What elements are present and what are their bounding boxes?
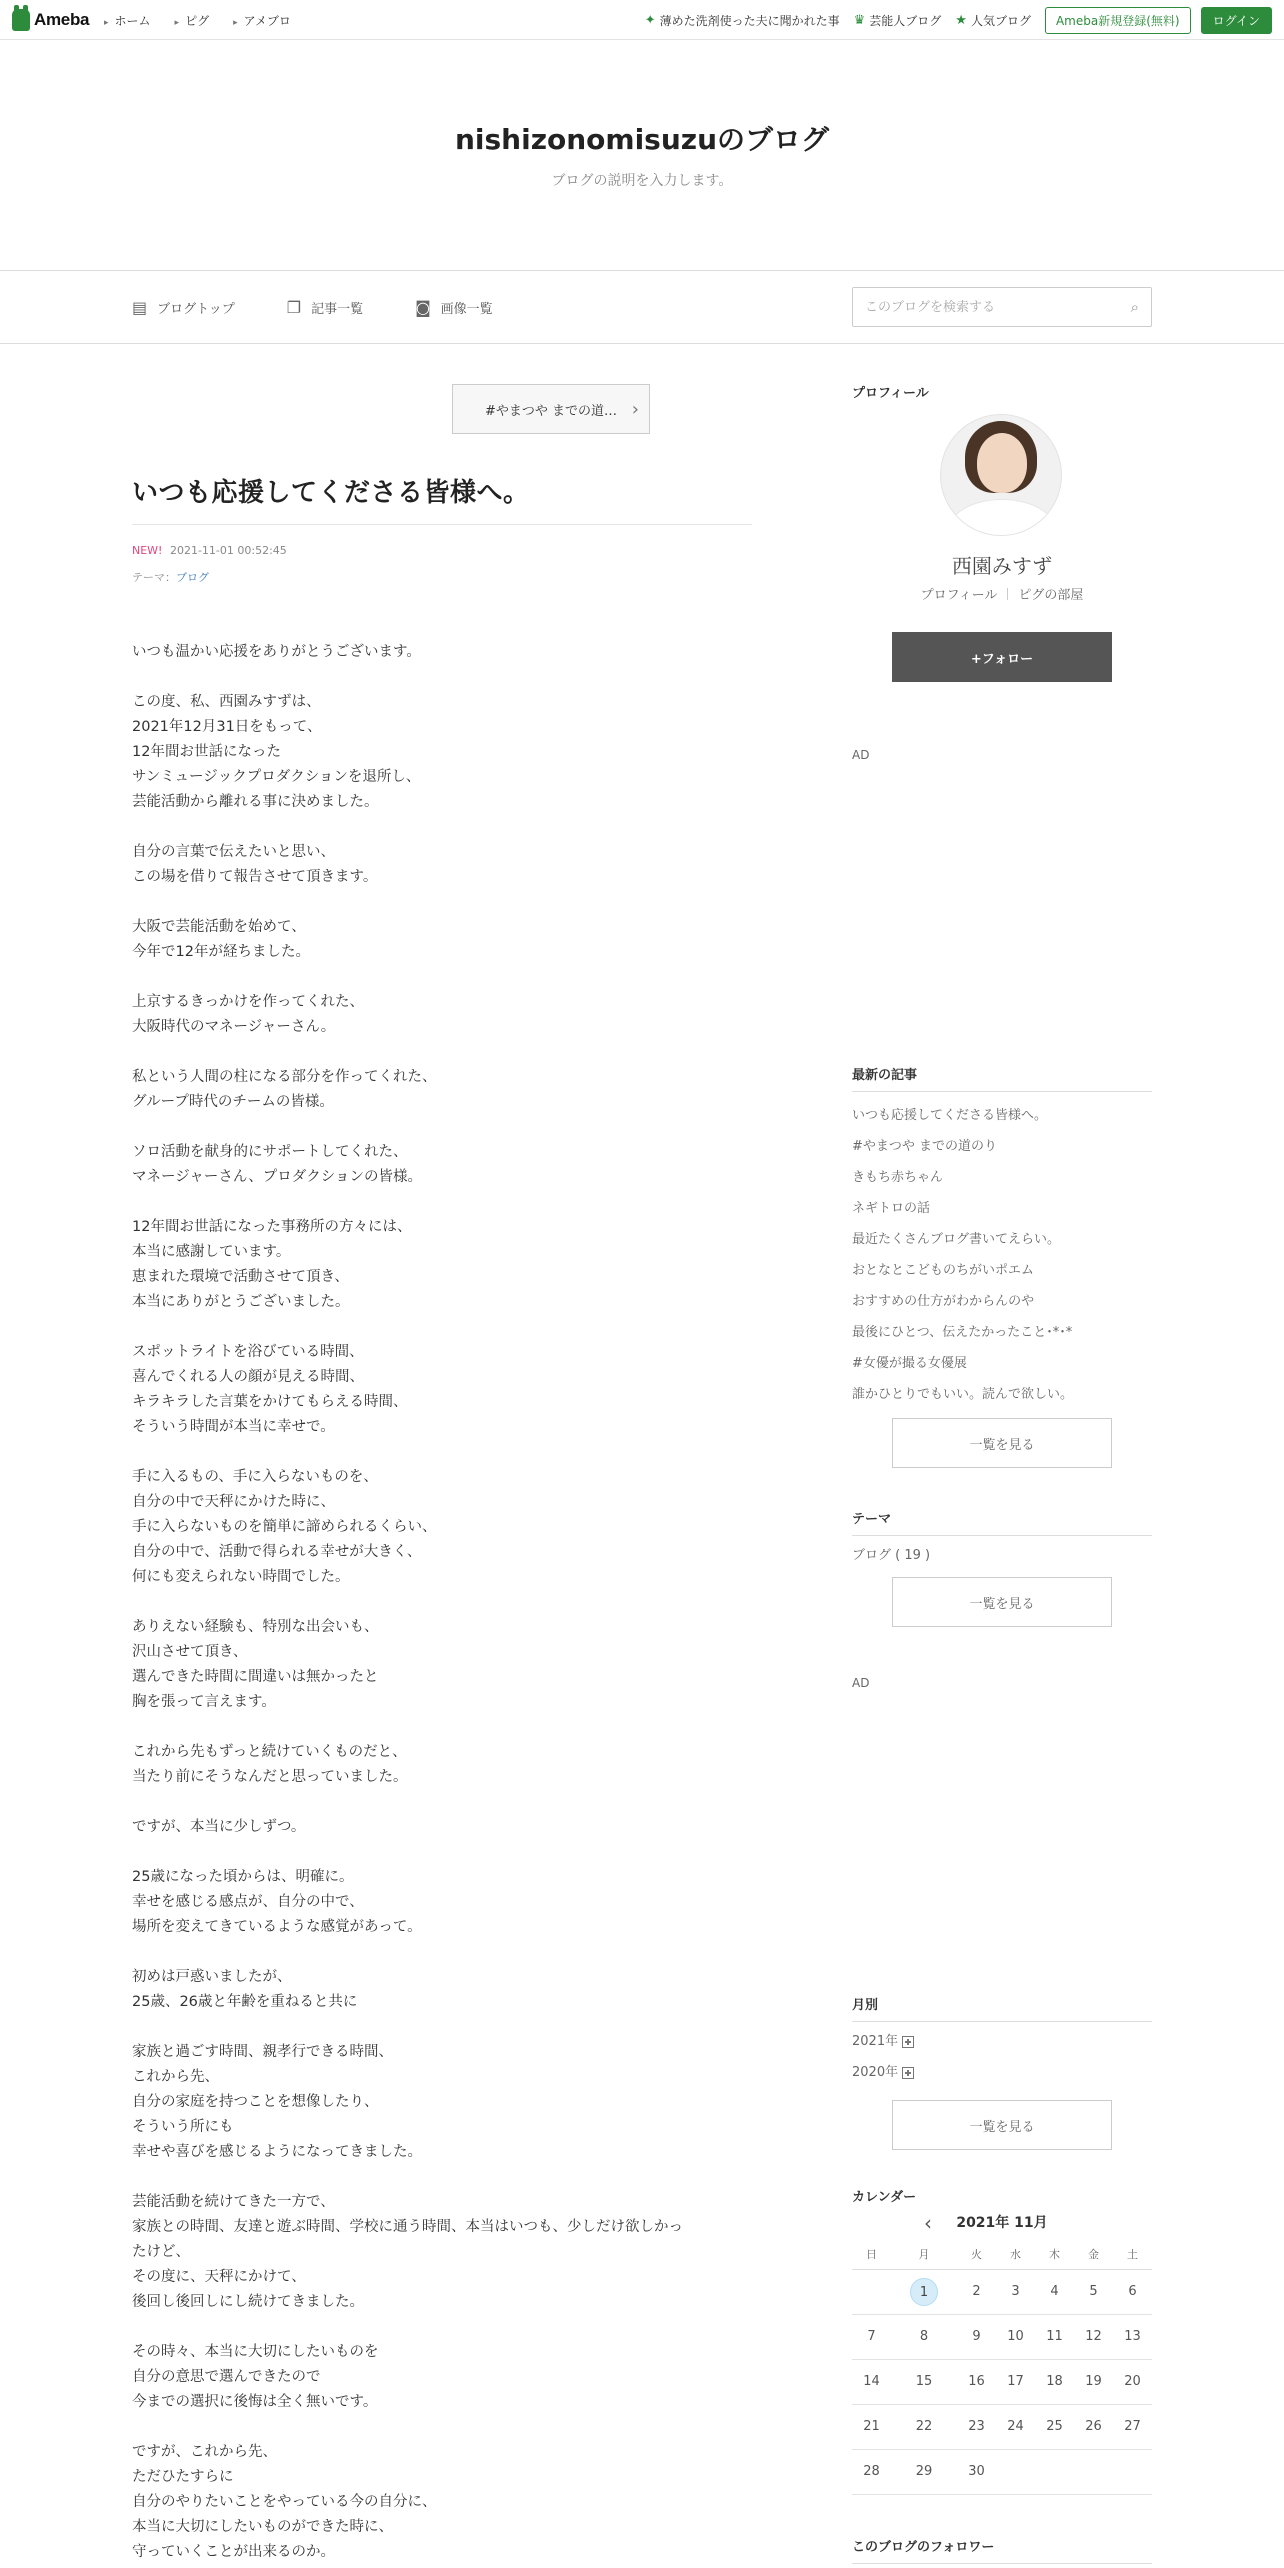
calendar-day[interactable]: 5 <box>1074 2269 1113 2314</box>
calendar-weekday: 日 <box>852 2239 891 2269</box>
article-line: これから先もずっと続けていくものだと、 <box>132 1744 407 1760</box>
recent-article-item[interactable]: きもち赤ちゃん <box>852 1170 944 1185</box>
article-paragraph <box>132 990 752 1040</box>
calendar-day[interactable]: 28 <box>852 2449 891 2494</box>
article-paragraph <box>132 1615 752 1715</box>
calendar-week <box>852 2359 1152 2404</box>
expand-icon[interactable] <box>902 2036 914 2048</box>
blog-header <box>0 40 1284 270</box>
calendar-day[interactable]: 15 <box>891 2359 957 2404</box>
followers-section <box>852 2536 1152 2564</box>
article-line: 今までの選択に後悔は全く無いです。 <box>132 2394 378 2410</box>
nav-image-list-label: 画像一覧 <box>440 301 493 317</box>
article-line: その時々、本当に大切にしたいものを <box>132 2344 379 2360</box>
article-body <box>132 640 752 2568</box>
monthly-item-2021[interactable] <box>852 2026 1152 2057</box>
article-line: 芸能活動から離れる事に決めました。 <box>132 794 379 810</box>
article-paragraph <box>132 1140 752 1190</box>
blog-search <box>852 287 1152 327</box>
calendar-day[interactable]: 25 <box>1035 2404 1074 2449</box>
theme-item[interactable]: ブログ ( 19 ) <box>852 1548 931 1563</box>
calendar-day[interactable]: 16 <box>957 2359 996 2404</box>
ad-label: AD <box>852 748 870 762</box>
article-line: 本当に大切にしたいものができた時に、 <box>132 2519 393 2535</box>
article-line: 沢山させて頂き、 <box>132 1644 248 1660</box>
calendar-day[interactable] <box>891 2269 957 2314</box>
article-paragraph <box>132 915 752 965</box>
calendar-weekday: 水 <box>996 2239 1035 2269</box>
article-meta <box>132 544 287 557</box>
article-line: 12年間お世話になった事務所の方々には、 <box>132 1219 412 1235</box>
article-line: そういう所にも <box>132 2119 234 2135</box>
calendar-day <box>1035 2449 1074 2494</box>
article-paragraph <box>132 640 752 665</box>
ameba-logo-icon <box>12 9 30 31</box>
calendar-day[interactable]: 21 <box>852 2404 891 2449</box>
article-line: 胸を張って言えます。 <box>132 1694 276 1710</box>
article-line: いつも温かい応援をありがとうございます。 <box>132 644 421 660</box>
recent-more-button[interactable]: 一覧を見る <box>892 1418 1112 1468</box>
article-line: たけど、 <box>132 2244 190 2260</box>
calendar-day <box>1074 2449 1113 2494</box>
calendar-day[interactable]: 22 <box>891 2404 957 2449</box>
article-line: 大阪で芸能活動を始めて、 <box>132 919 306 935</box>
calendar-day[interactable]: 24 <box>996 2404 1035 2449</box>
recent-article-item[interactable]: おとなとこどものちがいポエム <box>852 1263 1035 1278</box>
new-badge: NEW! <box>132 544 163 557</box>
calendar-table <box>852 2239 1152 2495</box>
article-line: 本当に感謝しています。 <box>132 1244 291 1260</box>
profile-heading: プロフィール <box>852 386 929 401</box>
profile-section <box>852 382 1152 667</box>
calendar-weekday: 木 <box>1035 2239 1074 2269</box>
article-line: 12年間お世話になった <box>132 744 281 760</box>
article-line: 何にも変えられない時間でした。 <box>132 1569 350 1585</box>
register-button[interactable]: Ameba新規登録(無料) <box>1045 7 1191 34</box>
nav-article-list-label: 記事一覧 <box>311 301 364 317</box>
pig-room-link[interactable]: ピグの部屋 <box>1018 588 1084 603</box>
article-line: 25歳、26歳と年齢を重ねると共に <box>132 1994 358 2010</box>
recent-article-item[interactable]: 最近たくさんブログ書いてえらい。 <box>852 1232 1061 1247</box>
pick-popular-blog[interactable] <box>955 12 1031 29</box>
document-icon: ▤ <box>132 297 148 317</box>
expand-icon[interactable] <box>902 2067 914 2079</box>
global-nav <box>104 0 291 40</box>
article-title[interactable]: いつも応援してくださる皆様へ。 <box>132 478 530 508</box>
calendar-day <box>1113 2449 1152 2494</box>
article-line: 当たり前にそうなんだと思っていました。 <box>132 1769 408 1785</box>
monthly-section <box>852 1994 1152 2150</box>
recent-article-item[interactable]: #女優が撮る女優展 <box>852 1356 967 1371</box>
article-line: 初めは戸惑いましたが、 <box>132 1969 292 1985</box>
calendar-week <box>852 2314 1152 2359</box>
calendar-day[interactable]: 4 <box>1035 2269 1074 2314</box>
profile-name: 西園みすず <box>951 554 1053 578</box>
calendar-weekday: 月 <box>891 2239 957 2269</box>
followers-heading: このブログのフォロワー <box>852 2536 1152 2564</box>
article-line: グループ時代のチームの皆様。 <box>132 1094 334 1110</box>
article-line: 2021年12月31日をもって、 <box>132 719 322 735</box>
article-paragraph <box>132 1065 752 1115</box>
article-line: この場を借りて報告させて頂きます。 <box>132 869 378 885</box>
recent-article-item[interactable]: 誰かひとりでもいい。読んで欲しい。 <box>852 1387 1074 1402</box>
theme-label: テーマ： <box>132 571 176 584</box>
search-input[interactable] <box>865 300 1131 315</box>
calendar-month: 2021年 11月 <box>956 2215 1048 2231</box>
article-line: 喜んでくれる人の顔が見える時間、 <box>132 1369 364 1385</box>
calendar-week <box>852 2449 1152 2494</box>
article-line: 幸せや喜びを感じるようになってきました。 <box>132 2144 422 2160</box>
article-line: サンミュージックプロダクションを退所し、 <box>132 769 421 785</box>
article-paragraph <box>132 1815 752 1840</box>
article-theme <box>132 569 209 585</box>
monthly-more-button[interactable]: 一覧を見る <box>892 2100 1112 2150</box>
calendar-day[interactable]: 10 <box>996 2314 1035 2359</box>
article-line: 本当にありがとうございました。 <box>132 1294 350 1310</box>
article-line: 手に入らないものを簡単に諦められるくらい、 <box>132 1519 437 1535</box>
article-paragraph <box>132 1865 752 1940</box>
pick-topic[interactable] <box>645 12 840 29</box>
article-line: ですが、これから先、 <box>132 2444 277 2460</box>
previous-article-button[interactable] <box>452 384 650 434</box>
article-line: これから先、 <box>132 2069 219 2085</box>
article-line: 家族との時間、友達と遊ぶ時間、学校に通う時間、本当はいつも、少しだけ欲しかっ <box>132 2219 683 2235</box>
article-paragraph <box>132 2190 752 2315</box>
calendar-day <box>852 2269 891 2314</box>
calendar-weekday: 金 <box>1074 2239 1113 2269</box>
article-line: 上京するきっかけを作ってくれた、 <box>132 994 364 1010</box>
star-icon: ★ <box>955 12 967 28</box>
calendar-day[interactable]: 26 <box>1074 2404 1113 2449</box>
calendar-month-header <box>852 2211 1152 2235</box>
search-icon[interactable]: ⌕ <box>1130 298 1139 316</box>
calendar-day[interactable]: 27 <box>1113 2404 1152 2449</box>
calendar-day[interactable]: 11 <box>1035 2314 1074 2359</box>
recent-article-item[interactable]: いつも応援してくださる皆様へ。 <box>852 1108 1048 1123</box>
calendar-day[interactable]: 3 <box>996 2269 1035 2314</box>
article-line: 自分の家庭を持つことを想像したり、 <box>132 2094 379 2110</box>
previous-article-label: #やまつや までの道… <box>484 403 618 419</box>
article-line: 後回し後回しにし続けてきました。 <box>132 2294 364 2310</box>
calendar-today[interactable]: 1 <box>910 2278 938 2306</box>
chevron-right-icon: › <box>631 398 639 420</box>
calendar-day[interactable]: 17 <box>996 2359 1035 2404</box>
recent-articles <box>852 1064 1152 1468</box>
calendar-day[interactable]: 19 <box>1074 2359 1113 2404</box>
article-line: 家族と過ごす時間、親孝行できる時間、 <box>132 2044 393 2060</box>
blog-title[interactable]: nishizonomisuzuのブログ <box>454 123 830 156</box>
nav-blog-top[interactable] <box>132 298 235 317</box>
calendar-day[interactable]: 30 <box>957 2449 996 2494</box>
pick-celebrity-blog[interactable] <box>854 12 942 29</box>
article-line: 選んできた時間に間違いは無かったと <box>132 1669 379 1685</box>
nav-pigg[interactable]: ▸ ピグ <box>175 12 210 29</box>
article-line: ただひたすらに <box>132 2469 234 2485</box>
article-line: 場所を変えてきているような感覚があって。 <box>132 1919 422 1935</box>
calendar-day[interactable]: 20 <box>1113 2359 1152 2404</box>
article-paragraph <box>132 1465 752 1590</box>
article-line: マネージャーさん、プロダクションの皆様。 <box>132 1169 422 1185</box>
article-date: 2021-11-01 00:52:45 <box>169 544 287 557</box>
article-line: 幸せを感じる感点が、自分の中で、 <box>132 1894 364 1910</box>
article-paragraph <box>132 2440 752 2565</box>
calendar-day[interactable]: 23 <box>957 2404 996 2449</box>
pick-topic-label: 薄めた洗剤使った夫に聞かれた事 <box>659 13 840 28</box>
calendar-weekday: 火 <box>957 2239 996 2269</box>
article-line: 芸能活動を続けてきた一方で、 <box>132 2194 335 2210</box>
calendar-weekday: 土 <box>1113 2239 1152 2269</box>
profile-link[interactable]: プロフィール <box>920 588 998 603</box>
article-line: その度に、天秤にかけて、 <box>132 2269 306 2285</box>
recent-article-item[interactable]: 最後にひとつ、伝えたかったこと･*･* <box>852 1325 1073 1340</box>
ad-label-2: AD <box>852 1676 870 1690</box>
title-divider <box>132 524 752 525</box>
copy-icon: ❐ <box>286 297 302 317</box>
monthly-item-label: 2021年 <box>852 2034 899 2049</box>
recent-article-item[interactable]: おすすめの仕方がわからんのや <box>852 1294 1035 1309</box>
theme-more-button[interactable]: 一覧を見る <box>892 1577 1112 1627</box>
crown-icon: ♛ <box>853 12 866 28</box>
calendar-day[interactable]: 13 <box>1113 2314 1152 2359</box>
article-paragraph <box>132 1215 752 1315</box>
nav-blog-top-label: ブログトップ <box>157 301 235 317</box>
article-line: 私という人間の柱になる部分を作ってくれた、 <box>132 1069 437 1085</box>
nav-home[interactable]: ▸ ホーム <box>104 12 151 29</box>
article-line: 25歳になった頃からは、明確に。 <box>132 1869 354 1885</box>
article-paragraph <box>132 2040 752 2165</box>
article-line: ですが、本当に少しずつ。 <box>132 1819 306 1835</box>
camera-icon: ◙ <box>415 297 431 317</box>
recent-list <box>852 1100 1152 1410</box>
pick-popular-label: 人気ブログ <box>970 13 1031 28</box>
article-paragraph <box>132 1340 752 1440</box>
article-line: 自分の意思で選んできたので <box>132 2369 321 2385</box>
calendar-day[interactable]: 18 <box>1035 2359 1074 2404</box>
article-line: 自分の中で、活動で得られる幸せが大きく、 <box>132 1544 422 1560</box>
calendar-day[interactable]: 14 <box>852 2359 891 2404</box>
pick-celebrity-label: 芸能人ブログ <box>869 13 942 28</box>
calendar-heading: カレンダー <box>852 2190 917 2205</box>
chevron-left-icon[interactable]: ‹ <box>924 2211 932 2235</box>
calendar-day[interactable]: 6 <box>1113 2269 1152 2314</box>
article-paragraph <box>132 1740 752 1790</box>
recent-heading: 最新の記事 <box>852 1064 1152 1092</box>
calendar-day[interactable]: 2 <box>957 2269 996 2314</box>
monthly-heading: 月別 <box>852 1994 1152 2022</box>
theme-section <box>852 1508 1152 1627</box>
article-line: ありえない経験も、特別な出会いも、 <box>132 1619 379 1635</box>
avatar[interactable] <box>940 414 1062 536</box>
article-line: 自分の中で天秤にかけた時に、 <box>132 1494 335 1510</box>
global-header <box>0 0 1284 40</box>
recent-article-item[interactable]: #やまつや までの道のり <box>852 1139 998 1154</box>
article-line: スポットライトを浴びている時間、 <box>132 1344 364 1360</box>
global-header-right <box>645 0 1272 40</box>
monthly-item-label: 2020年 <box>852 2065 899 2080</box>
article-line: 手に入るもの、手に入らないものを、 <box>132 1469 378 1485</box>
article-paragraph <box>132 690 752 815</box>
ameba-logo-text: Ameba <box>34 10 90 29</box>
profile-links <box>852 584 1152 603</box>
blog-description: ブログの説明を入力します。 <box>551 173 733 189</box>
monthly-item-2020[interactable] <box>852 2057 1152 2088</box>
article-line: ソロ活動を献身的にサポートしてくれた、 <box>132 1144 408 1160</box>
nav-article-list[interactable] <box>287 298 363 317</box>
calendar-day[interactable]: 9 <box>957 2314 996 2359</box>
ameba-logo[interactable] <box>12 8 89 32</box>
article-paragraph <box>132 2340 752 2415</box>
theme-link[interactable]: ブログ <box>176 571 209 584</box>
article-line: そういう時間が本当に幸せで。 <box>132 1419 335 1435</box>
login-button[interactable]: ログイン <box>1201 7 1272 34</box>
article-line: 自分のやりたいことをやっている今の自分に、 <box>132 2494 437 2510</box>
nav-ameblo[interactable]: ▸ アメブロ <box>233 12 291 29</box>
calendar-day[interactable]: 29 <box>891 2449 957 2494</box>
calendar-section <box>852 2186 1152 2495</box>
article-line: キラキラした言葉をかけてもらえる時間、 <box>132 1394 408 1410</box>
article-line: 自分の言葉で伝えたいと思い、 <box>132 844 335 860</box>
calendar-day[interactable]: 7 <box>852 2314 891 2359</box>
article-paragraph <box>132 840 752 890</box>
calendar-week <box>852 2269 1152 2314</box>
recent-article-item[interactable]: ネギトロの話 <box>852 1201 931 1216</box>
article-line: 恵まれた環境で活動させて頂き、 <box>132 1269 349 1285</box>
theme-heading: テーマ <box>852 1508 1152 1536</box>
sparkle-icon: ✦ <box>644 12 656 28</box>
follow-button[interactable]: +フォロー <box>892 632 1112 682</box>
nav-image-list[interactable] <box>415 298 493 317</box>
article-line: 今年で12年が経ちました。 <box>132 944 310 960</box>
article-line: 守っていくことが出来るのか。 <box>132 2544 335 2560</box>
article-line: 大阪時代のマネージャーさん。 <box>132 1019 336 1035</box>
blog-nav <box>0 270 1284 344</box>
article-paragraph <box>132 1965 752 2015</box>
article-line: この度、私、西園みすずは、 <box>132 694 321 710</box>
calendar-week <box>852 2404 1152 2449</box>
calendar-day[interactable]: 12 <box>1074 2314 1113 2359</box>
calendar-day[interactable]: 8 <box>891 2314 957 2359</box>
calendar-day <box>996 2449 1035 2494</box>
